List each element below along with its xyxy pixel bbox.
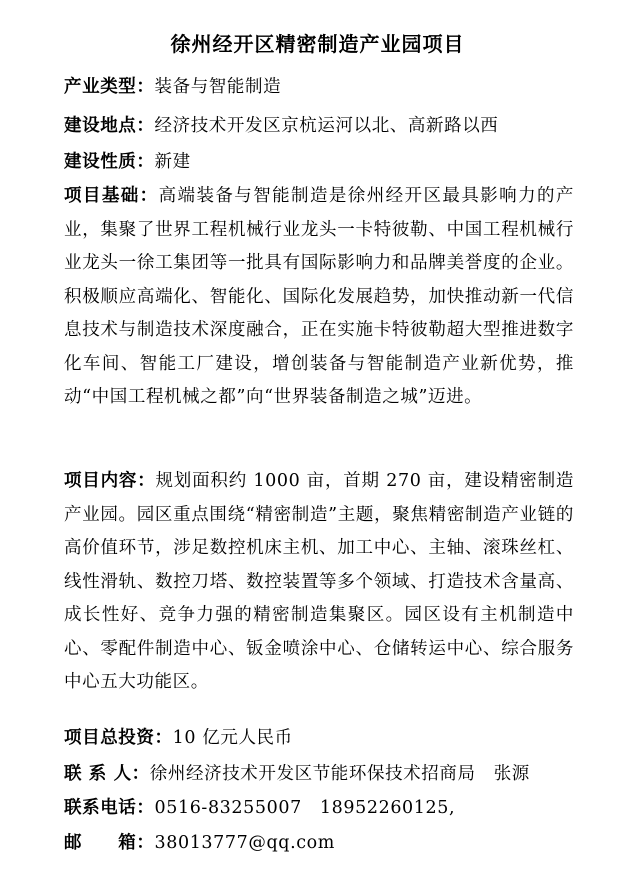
basis-label: 项目基础： [64, 186, 159, 206]
location-row [64, 110, 574, 144]
content-value: 规划面积约 1000 亩，首期 270 亩，建设精密制造产业园。园区重点围绕“精密制造”主题，聚焦精密制造产业链的高价值环节，涉足数控机床主机、加工中心、主轴、滚珠丝杠、线性滑轨、数控刀塔、数控装置等多个领域、打造技术含量高、成长性好、竞争力强的精密制造集聚区。园区设有主机制造中心、零配件制造中心、钣金喷涂中心、仓储转运中心、综合服务中心五大功能区。 [64, 471, 574, 692]
basis-paragraph [64, 180, 574, 415]
investment-value: 10 亿元人民币 [172, 728, 293, 748]
industry-type-value: 装备与智能制造 [154, 77, 282, 97]
contact-label: 联 系 人： [64, 764, 150, 784]
page-title: 徐州经开区精密制造产业园项目 [170, 32, 465, 56]
content-paragraph [64, 465, 574, 700]
contact-row [64, 758, 574, 792]
basis-value: 高端装备与智能制造是徐州经开区最具影响力的产业，集聚了世界工程机械行业龙头一卡特彼勒、中国工程机械行业龙头一徐工集团等一批具有国际影响力和品牌美誉度的企业。积极顺应高端化、智能化、国际化发展趋势，加快推动新一代信息技术与制造技术深度融合，正在实施卡特彼勒超大型推进数字化车间、智能工厂建设，增创装备与智能制造产业新优势，推动“中国工程机械之都”向“世界装备制造之城”迈进。 [64, 186, 575, 407]
nature-label: 建设性质： [64, 152, 155, 172]
email-row [64, 827, 574, 861]
phone-label: 联系电话： [64, 798, 155, 818]
email-value: 38013777@qq.com [154, 833, 335, 853]
industry-type-row [64, 71, 574, 105]
email-label: 邮 箱： [64, 833, 155, 853]
content-label: 项目内容： [64, 471, 156, 491]
investment-row [64, 722, 574, 756]
investment-label: 项目总投资： [64, 728, 173, 748]
contact-value: 徐州经济技术开发区节能环保技术招商局 张源 [149, 764, 530, 784]
phone-value: 0516-83255007 18952260125, [154, 798, 456, 818]
nature-row [64, 146, 574, 180]
location-value: 经济技术开发区京杭运河以北、高新路以西 [154, 116, 499, 136]
nature-value: 新建 [154, 152, 191, 172]
industry-type-label: 产业类型： [64, 77, 155, 97]
location-label: 建设地点： [64, 116, 155, 136]
phone-row [64, 792, 574, 826]
